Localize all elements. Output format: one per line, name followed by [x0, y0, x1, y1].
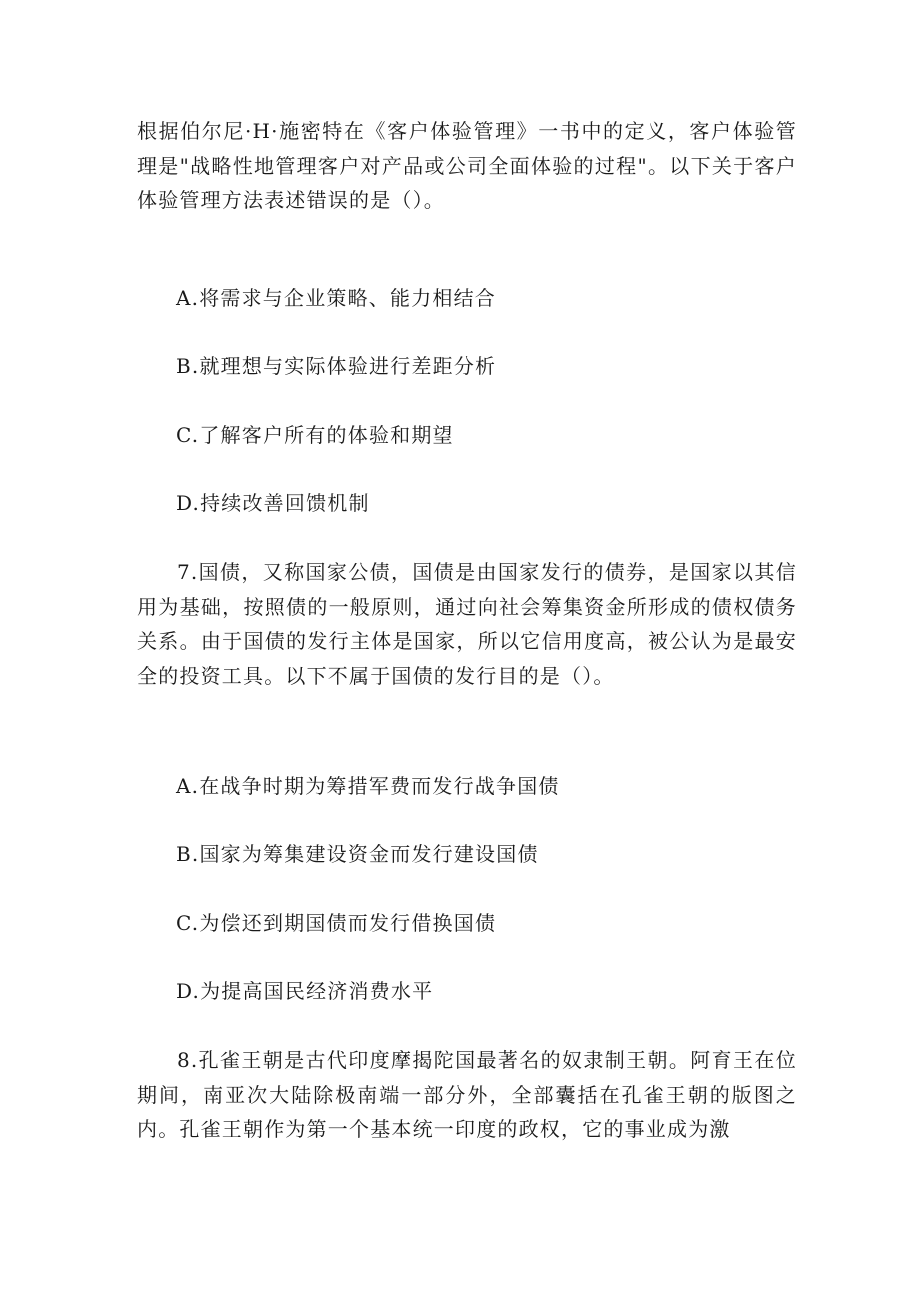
question-7-option-a: A.在战争时期为筹措军费而发行战争国债: [176, 774, 560, 798]
question-7-stem: 7.国债，又称国家公债，国债是由国家发行的债券，是国家以其信用为基础，按照债的一般原则，通过向社会筹集资金所形成的债权债务关系。由于国债的发行主体是国家，所以它信用度高，被公认为是最安全的投资工具。以下不属于国债的发行目的是（）。: [137, 560, 797, 688]
question-6-option-b: B.就理想与实际体验进行差距分析: [176, 354, 497, 378]
question-6-option-c: C.了解客户所有的体验和期望: [176, 423, 454, 447]
question-8-stem: 8.孔雀王朝是古代印度摩揭陀国最著名的奴隶制王朝。阿育王在位期间，南亚次大陆除极南端一部分外，全部囊括在孔雀王朝的版图之内。孔雀王朝作为第一个基本统一印度的政权，它的事业成为激: [137, 1048, 797, 1141]
question-7-option-c: C.为偿还到期国债而发行借换国债: [176, 911, 497, 935]
question-6-option-a: A.将需求与企业策略、能力相结合: [176, 286, 497, 310]
question-6-option-d: D.持续改善回馈机制: [176, 491, 370, 515]
question-7-option-d: D.为提高国民经济消费水平: [176, 979, 434, 1003]
question-6-stem: 根据伯尔尼·H·施密特在《客户体验管理》一书中的定义，客户体验管理是"战略性地管理客户对产品或公司全面体验的过程"。以下关于客户体验管理方法表述错误的是（）。: [137, 119, 797, 212]
question-7-option-b: B.国家为筹集建设资金而发行建设国债: [176, 842, 539, 866]
